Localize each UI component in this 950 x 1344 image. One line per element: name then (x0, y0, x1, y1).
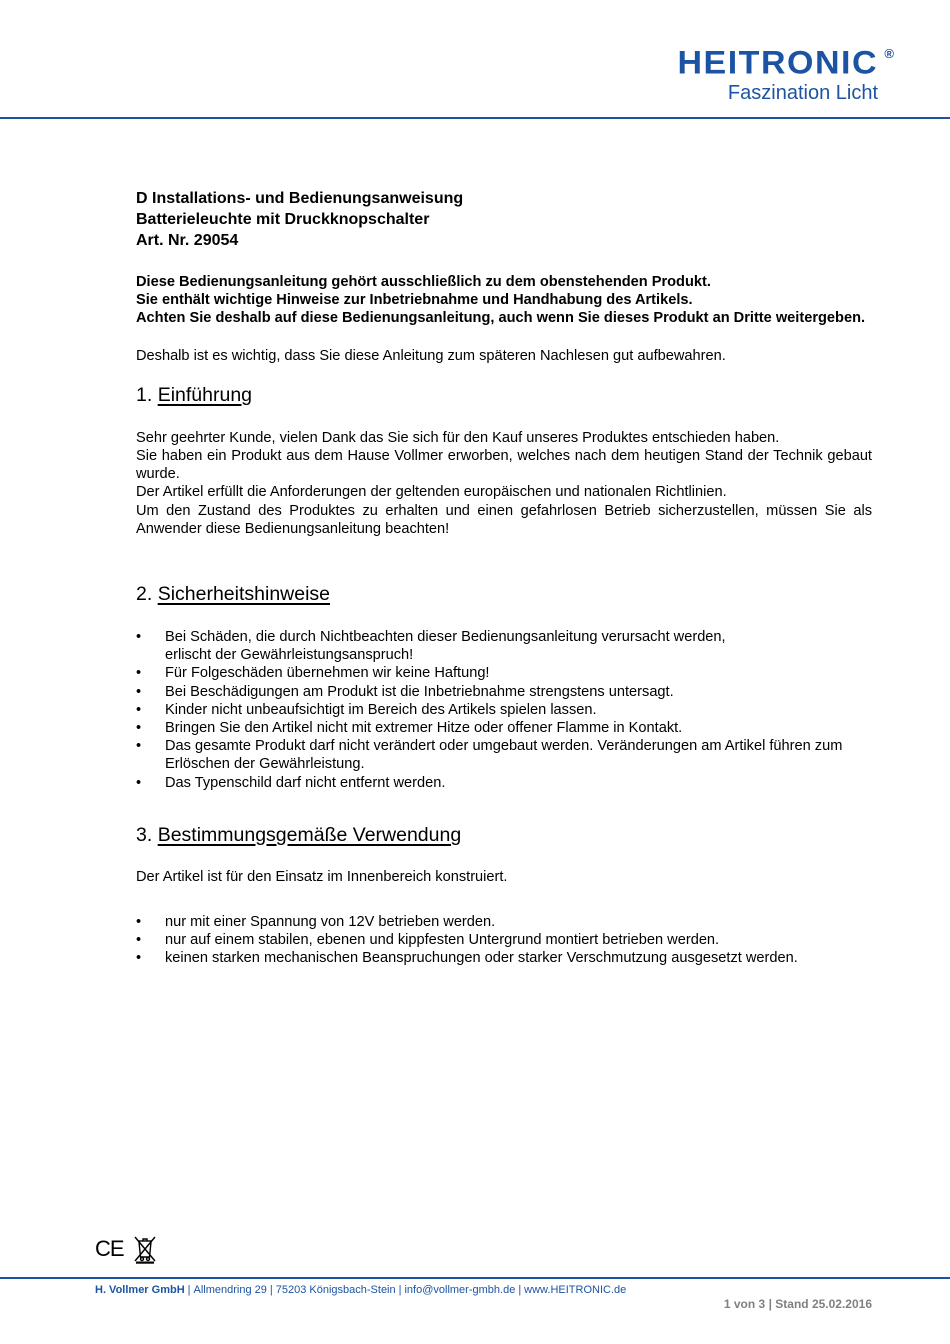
section-3-heading (136, 823, 872, 847)
list-item-text: Das Typenschild darf nicht entfernt werden. (165, 774, 446, 791)
title-line-2: Batterieleuchte mit Druckknopschalter (136, 211, 430, 228)
company-address: Allmendring 29 (193, 1284, 267, 1296)
bullet-icon: • (136, 665, 142, 682)
page-info (724, 1297, 872, 1311)
weee-bin-icon (134, 1234, 156, 1264)
section-3-intro: Der Artikel ist für den Einsatz im Innenbereich konstruiert. (136, 868, 508, 885)
list-item-continuation: erlischt der Gewährleistungsanspruch! (165, 647, 414, 664)
header-divider (0, 117, 950, 119)
list-item (136, 701, 872, 719)
company-name: H. Vollmer GmbH (95, 1284, 185, 1296)
separator: | (398, 1284, 402, 1296)
intro-line-2: Sie enthält wichtige Hinweise zur Inbetriebnahme und Handhabung des Artikels. (136, 292, 693, 309)
usage-list (136, 913, 872, 968)
paragraph: Sie haben ein Produkt aus dem Hause Vollmer erworben, welches nach dem heutigen Stand der Technik gebaut wurde. (136, 448, 872, 483)
section-1-number: 1. (136, 383, 153, 406)
list-item-text: Bringen Sie den Artikel nicht mit extremer Hitze oder offener Flamme in Kontakt. (165, 720, 683, 737)
certification-marks (95, 1234, 156, 1264)
list-item (136, 719, 872, 737)
bullet-icon: • (136, 774, 142, 791)
list-item (136, 913, 872, 931)
brand-logo (677, 44, 894, 104)
section-3-title: Bestimmungsgemäße Verwendung (157, 823, 462, 846)
list-item (136, 664, 872, 682)
section-1-title: Einführung (157, 383, 253, 406)
footer-divider (0, 1277, 950, 1279)
article-number: Art. Nr. 29054 (136, 232, 239, 249)
paragraph: Sehr geehrter Kunde, vielen Dank das Sie sich für den Kauf unseres Produktes entschieden haben. (136, 429, 780, 446)
list-item (136, 774, 872, 792)
bullet-icon: • (136, 914, 142, 931)
list-item-text: keinen starken mechanischen Beanspruchungen oder starker Verschmutzung ausgesetzt werden. (165, 950, 798, 967)
bullet-icon: • (136, 720, 142, 737)
section-2-heading (136, 582, 872, 606)
list-item-text: Für Folgeschäden übernehmen wir keine Haftung! (165, 665, 490, 682)
company-email[interactable]: info@vollmer-gmbh.de (404, 1284, 516, 1296)
list-item-text: Kinder nicht unbeaufsichtigt im Bereich des Artikels spielen lassen. (165, 701, 597, 718)
section-1-body (136, 429, 872, 538)
company-info (95, 1284, 626, 1296)
brand-tagline: Faszination Licht (727, 82, 878, 104)
separator: | (187, 1284, 191, 1296)
separator: | (269, 1284, 273, 1296)
list-item (136, 737, 872, 773)
list-item (136, 931, 872, 949)
document-title (136, 188, 872, 251)
title-line-1: D Installations- und Bedienungsanweisung (136, 190, 464, 207)
section-2-number: 2. (136, 583, 153, 606)
intro-block (136, 273, 872, 328)
list-item (136, 683, 872, 701)
list-item (136, 949, 872, 967)
registered-mark: ® (884, 46, 894, 61)
brand-name: HEITRONIC (677, 44, 878, 82)
document-date: | Stand 25.02.2016 (768, 1297, 872, 1311)
separator: | (518, 1284, 522, 1296)
list-item-text: nur auf einem stabilen, ebenen und kippfesten Untergrund montiert betrieben werden. (165, 932, 720, 949)
section-2-title: Sicherheitshinweise (157, 583, 331, 606)
safety-list (136, 628, 872, 792)
keep-note-block (136, 347, 872, 365)
list-item-text: Das gesamte Produkt darf nicht verändert oder umgebaut werden. Veränderungen am Artikel führen zum Erlöschen der Gewährleistung. (165, 738, 843, 773)
section-3-intro-block (136, 868, 872, 886)
bullet-icon: • (136, 683, 142, 700)
intro-line-3: Achten Sie deshalb auf diese Bedienungsanleitung, auch wenn Sie dieses Produkt an Dritte weitergeben. (136, 310, 866, 327)
paragraph: Um den Zustand des Produktes zu erhalten und einen gefahrlosen Betrieb sicherzustellen, müssen Sie als Anwender diese Bedienungsanleitung beachten! (136, 502, 872, 537)
bullet-icon: • (136, 950, 142, 967)
page-number: 1 von 3 (723, 1297, 766, 1311)
paragraph: Der Artikel erfüllt die Anforderungen der geltenden europäischen und nationalen Richtlinien. (136, 484, 727, 501)
list-item-text: nur mit einer Spannung von 12V betrieben werden. (165, 914, 496, 931)
section-1-heading (136, 383, 872, 407)
keep-note: Deshalb ist es wichtig, dass Sie diese Anleitung zum späteren Nachlesen gut aufbewahren. (136, 347, 726, 364)
list-item-text: Bei Beschädigungen am Produkt ist die Inbetriebnahme strengstens untersagt. (165, 683, 674, 700)
bullet-icon: • (136, 932, 142, 949)
section-3-number: 3. (136, 823, 153, 846)
bullet-icon: • (136, 701, 142, 718)
list-item (136, 628, 872, 664)
ce-mark-icon: CE (95, 1236, 124, 1261)
intro-line-1: Diese Bedienungsanleitung gehört ausschließlich zu dem obenstehenden Produkt. (136, 274, 711, 290)
company-city: 75203 Königsbach-Stein (275, 1284, 396, 1296)
company-website[interactable]: www.HEITRONIC.de (524, 1284, 627, 1296)
bullet-icon: • (136, 738, 142, 755)
bullet-icon: • (136, 629, 142, 646)
list-item-text: Bei Schäden, die durch Nichtbeachten dieser Bedienungsanleitung verursacht werden, (165, 629, 726, 646)
document-body (136, 188, 872, 968)
